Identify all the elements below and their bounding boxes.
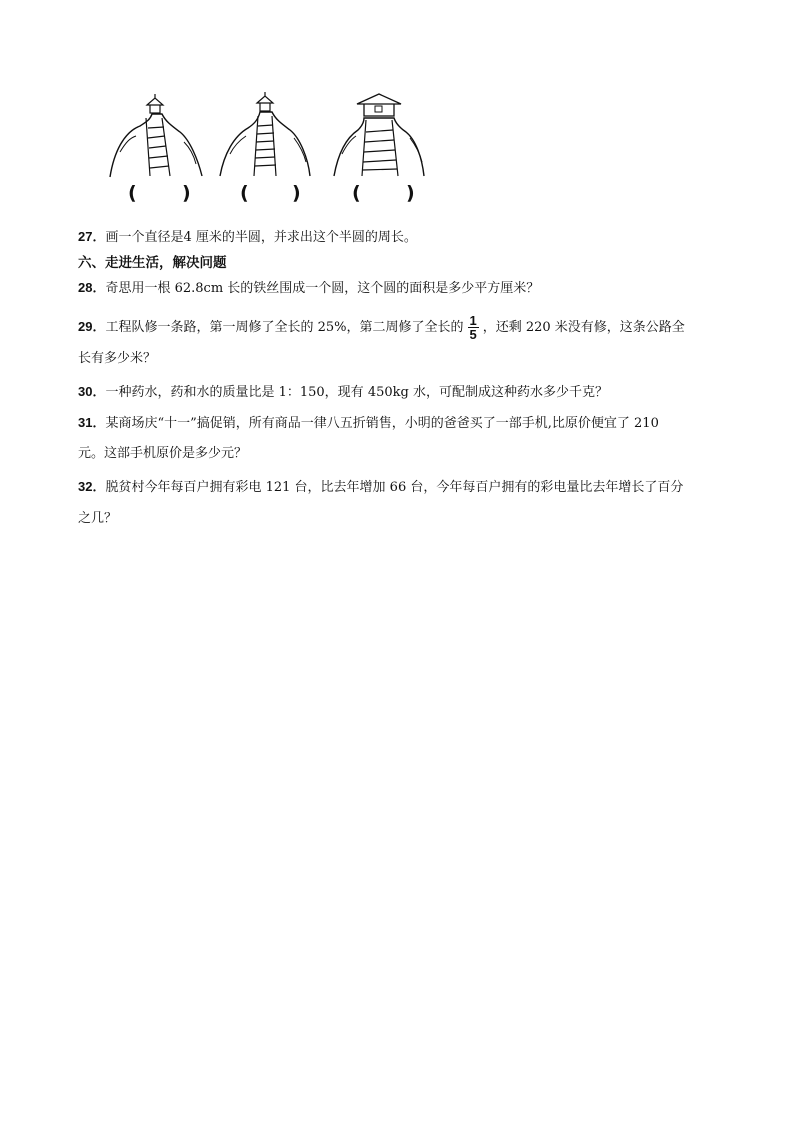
question-32 — [78, 478, 683, 497]
question-text: 奇思用一根 62.8cm 长的铁丝围成一个圆，这个圆的面积是多少平方厘米？ — [105, 281, 540, 296]
question-text: 一种药水，药和水的质量比是 1：150，现有 450kg 水，可配制成这种药水多少千克？ — [105, 385, 608, 400]
question-number: 27． — [78, 229, 106, 244]
hill-drawing-2 — [218, 92, 318, 182]
question-29-line-2: 长有多少米？ — [78, 351, 157, 366]
question-32-line-2: 之几？ — [78, 511, 118, 526]
question-30 — [78, 383, 608, 402]
question-31 — [78, 414, 659, 433]
question-number: 30． — [78, 384, 106, 399]
answer-paren-left-1: ( — [128, 182, 137, 204]
fraction-denominator: 5 — [469, 327, 477, 342]
question-text: 画一个直径是4 厘米的半圆，并求出这个半圆的周长。 — [105, 230, 417, 245]
hill-figure-3 — [332, 92, 432, 210]
hill-figure-1 — [106, 92, 206, 210]
answer-paren-right-3: ) — [406, 182, 415, 204]
question-text: 某商场庆“十一”搞促销，所有商品一律八五折销售，小明的爸爸买了一部手机,比原价便宜了 210 — [105, 416, 659, 431]
hill-figures — [100, 92, 440, 210]
fraction — [468, 314, 479, 341]
answer-paren-right-2: ) — [292, 182, 301, 204]
hill-drawing-1 — [106, 92, 206, 182]
question-28 — [78, 279, 539, 298]
answer-paren-left-3: ( — [352, 182, 361, 204]
section-heading: 六、走进生活，解决问题 — [78, 255, 227, 271]
question-number: 29． — [78, 319, 106, 334]
fraction-numerator: 1 — [469, 313, 477, 328]
answer-paren-right-1: ) — [182, 182, 191, 204]
hill-figure-2 — [218, 92, 318, 210]
question-text: 脱贫村今年每百户拥有彩电 121 台，比去年增加 66 台，今年每百户拥有的彩电量比去年增长了百分 — [105, 480, 684, 495]
question-text-cont: ，还剩 220 米没有修，这条公路全 — [482, 320, 685, 335]
question-number: 28． — [78, 280, 106, 295]
question-29 — [78, 314, 685, 341]
question-number: 32． — [78, 479, 106, 494]
question-27 — [78, 228, 417, 247]
question-text: 工程队修一条路，第一周修了全长的 25%，第二周修了全长的 — [105, 320, 464, 335]
question-number: 31． — [78, 415, 106, 430]
hill-drawing-3 — [332, 92, 432, 182]
answer-paren-left-2: ( — [240, 182, 249, 204]
question-31-line-2: 元。这部手机原价是多少元？ — [78, 446, 248, 461]
